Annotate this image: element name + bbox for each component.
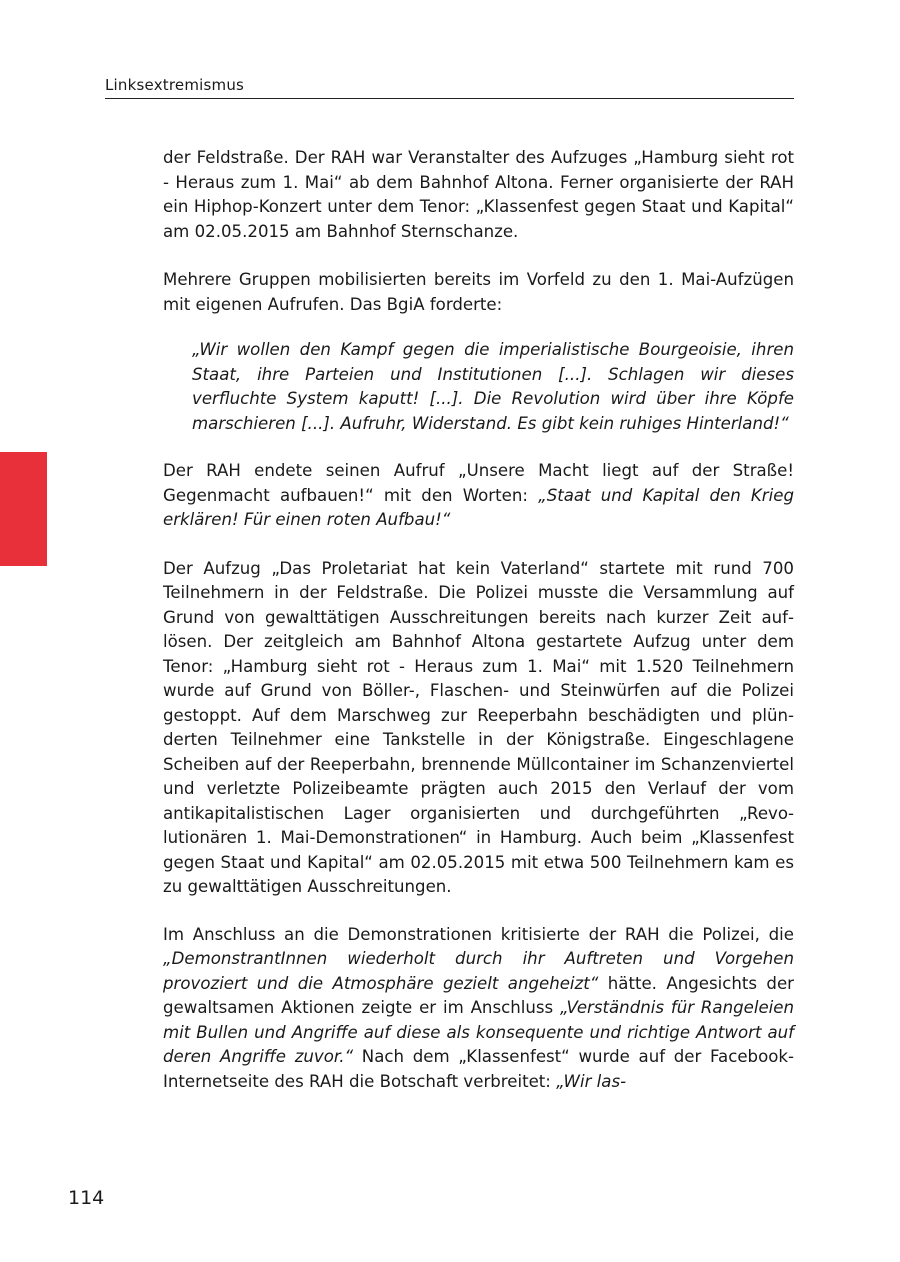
paragraph-5-text-a: Im Anschluss an die Demonstrationen kritisierte der RAH die Polizei, die [163,924,794,944]
running-header: Linksextremismus [105,76,245,94]
chapter-tab-marker [0,452,47,566]
paragraph-1: der Feldstraße. Der RAH war Veranstalter des Aufzuges „Hamburg sieht rot - Heraus zum 1. Mai“ ab dem Bahnhof Altona. Ferner organisierte der RAH ein Hiphop-Konzert unter dem Tenor: „Klassenfest gegen Staat und Kapital“ am 02.05.2015 am Bahnhof Sternschanze. [163,148,794,241]
page-number: 114 [68,1187,105,1209]
header-rule [105,98,794,99]
paragraph-3-quote: „Staat und Kapital den Krieg erklären! Für einen roten Aufbau!“ [163,485,794,529]
paragraph-5 [163,923,794,1095]
paragraph-5-quote-a: „DemonstrantInnen wiederholt durch ihr Auftreten und Vorgehen provoziert und die Atmosphäre gezielt angeheizt“ [163,949,794,993]
paragraph-5-quote-b: „Verständnis für Rangeleien mit Bullen und Angriffe auf diese als konsequente und richtige Antwort auf deren Angriffe zuvor.“ [163,998,794,1066]
paragraph-3 [163,459,794,533]
paragraph-5-text-c: Nach dem „Klassenfest“ wurde auf der Facebook-Internetseite des RAH die Botschaft verbreitet: [163,1047,794,1091]
block-quote: „Wir wollen den Kampf gegen die imperialistische Bourgeoisie, ihren Staat, ihre Parteien und Institutionen [...]. Schlagen wir dieses verfluchte System kaputt! [...]. Die Revolution wird über ihre Köpfe marschieren [...]. Aufruhr, Widerstand. Es gibt kein ruhiges Hinterland!“ [192,340,794,433]
paragraph-4: Der Aufzug „Das Proletariat hat kein Vaterland“ startete mit rund 700 Teilnehmern in der Feldstraße. Die Polizei musste die Versammlung auf Grund von gewalttätigen Ausschreitungen bereits nach kurzer Zeit auflösen. Der zeitgleich am Bahnhof Altona gestartete Aufzug unter dem Tenor: „Hamburg sieht rot - Heraus zum 1. Mai“ mit 1.520 Teilnehmern wurde auf Grund von Böller-, Flaschen- und Steinwürfen auf die Polizei gestoppt. Auf dem Marschweg zur Reeperbahn beschädigten und plünderten Teilnehmer eine Tankstelle in der Königstraße. Eingeschlagene Scheiben auf der Reeperbahn, brennende Müllcontainer im Schanzenviertel und verletzte Polizeibeamte prägten auch 2015 den Verlauf der vom antikapitalistischen Lager organisierten und durchgeführten „Revolutionären 1. Mai-Demonstrationen“ in Hamburg. Auch beim „Klassenfest gegen Staat und Kapital“ am 02.05.2015 mit etwa 500 Teilnehmern kam es zu gewalttätigen Ausschreitungen. [163,558,794,896]
paragraph-5-quote-c: „Wir las- [556,1071,627,1091]
body-text [163,146,794,1094]
paragraph-3-text: Der RAH endete seinen Aufruf „Unsere Macht liegt auf der Straße! Gegenmacht aufbauen!“ mit den Worten: [163,461,794,505]
paragraph-5-text-b: hätte. Angesichts der gewaltsamen Aktionen zeigte er im Anschluss [163,973,794,1017]
paragraph-2: Mehrere Gruppen mobilisierten bereits im Vorfeld zu den 1. Mai-Aufzügen mit eigenen Aufrufen. Das BgiA forderte: [163,270,794,314]
